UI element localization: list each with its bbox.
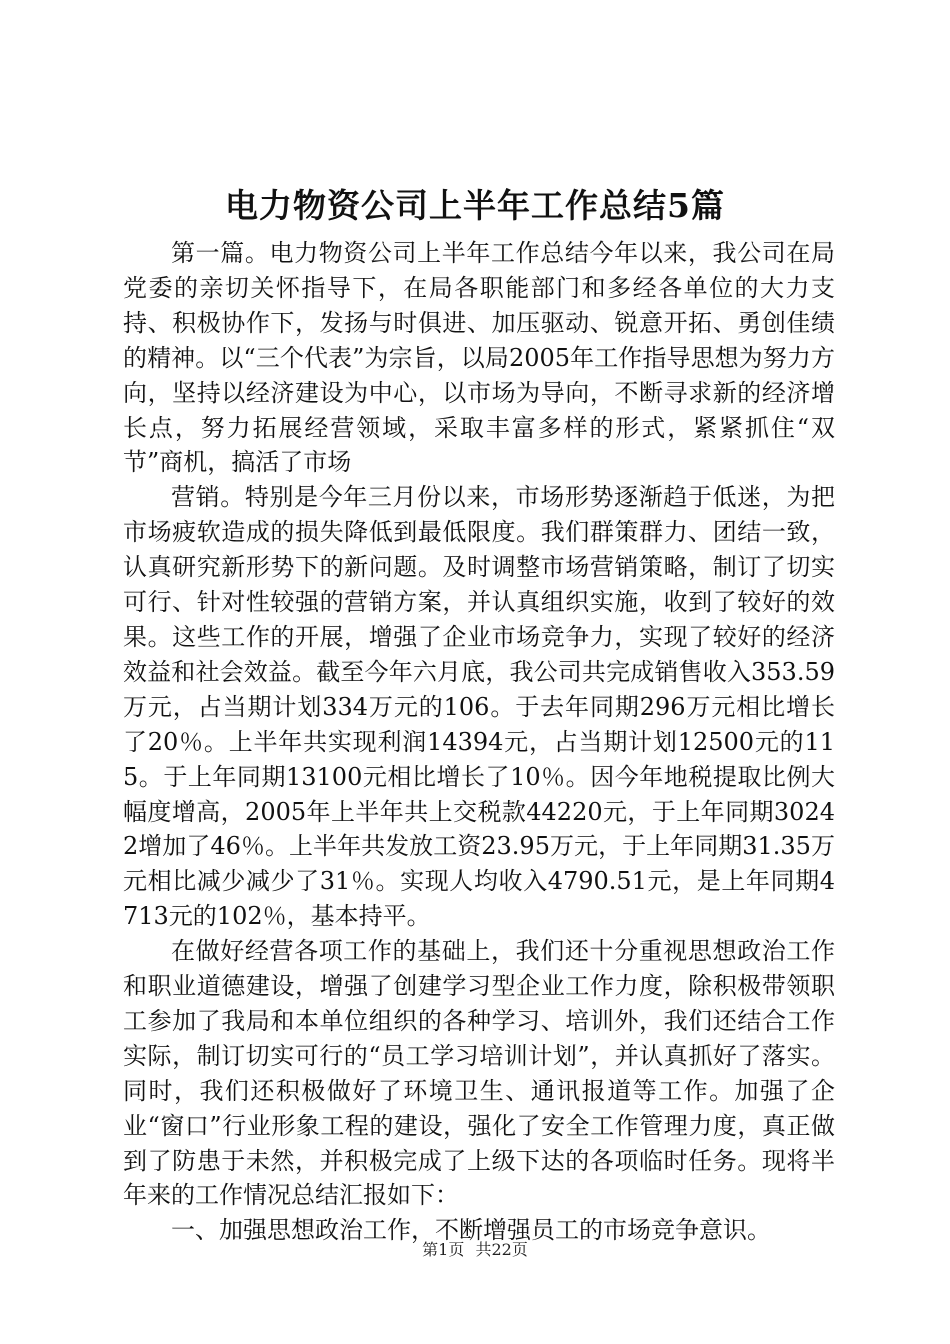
paragraph-3: 在做好经营各项工作的基础上，我们还十分重视思想政治工作和职业道德建设，增强了创建学习型企业工作力度，除积极带领职工参加了我局和本单位组织的各种学习、培训外，我们还结合工作实际，制订切实可行的“员工学习培训计划”，并认真抓好了落实。同时，我们还积极做好了环境卫生、通讯报道等工作。加强了企业“窗口”行业形象工程的建设，强化了安全工作管理力度，真正做到了防患于未然，并积极完成了上级下达的各项临时任务。现将半年来的工作情况总结汇报如下： xyxy=(123,937,835,1210)
document-body xyxy=(123,236,835,1248)
page-number: 第1页 xyxy=(422,1240,465,1259)
document-title: 电力物资公司上半年工作总结5篇 xyxy=(225,186,725,225)
page-total: 共22页 xyxy=(475,1240,528,1259)
paragraph-1: 第一篇。电力物资公司上半年工作总结今年以来，我公司在局党委的亲切关怀指导下，在局各职能部门和多经各单位的大力支持、积极协作下，发扬与时俱进、加压驱动、锐意开拓、勇创佳绩的精神。以“三个代表”为宗旨，以局2005年工作指导思想为努力方向，坚持以经济建设为中心，以市场为导向，不断寻求新的经济增长点，努力拓展经营领域，采取丰富多样的形式，紧紧抓住“双节”商机，搞活了市场 xyxy=(123,239,835,477)
paragraph-2: 营销。特别是今年三月份以来，市场形势逐渐趋于低迷，为把市场疲软造成的损失降低到最低限度。我们群策群力、团结一致，认真研究新形势下的新问题。及时调整市场营销策略，制订了切实可行、针对性较强的营销方案，并认真组织实施，收到了较好的效果。这些工作的开展，增强了企业市场竞争力，实现了较好的经济效益和社会效益。截至今年六月底，我公司共完成销售收入353.59万元，占当期计划334万元的106。于去年同期296万元相比增长了20％。上半年共实现利润14394元，占当期计划12500元的115。于上年同期13100元相比增长了10％。因今年地税提取比例大幅度增高，2005年上半年共上交税款44220元，于上年同期30242增加了46％。上半年共发放工资23.95万元，于上年同期31.35万元相比减少减少了31％。实现人均收入4790.51元，是上年同期4713元的102％，基本持平。 xyxy=(123,483,835,931)
page-footer xyxy=(0,1238,950,1262)
paragraph-4: 一、加强思想政治工作，不断增强员工的市场竞争意识。 xyxy=(171,1216,771,1245)
